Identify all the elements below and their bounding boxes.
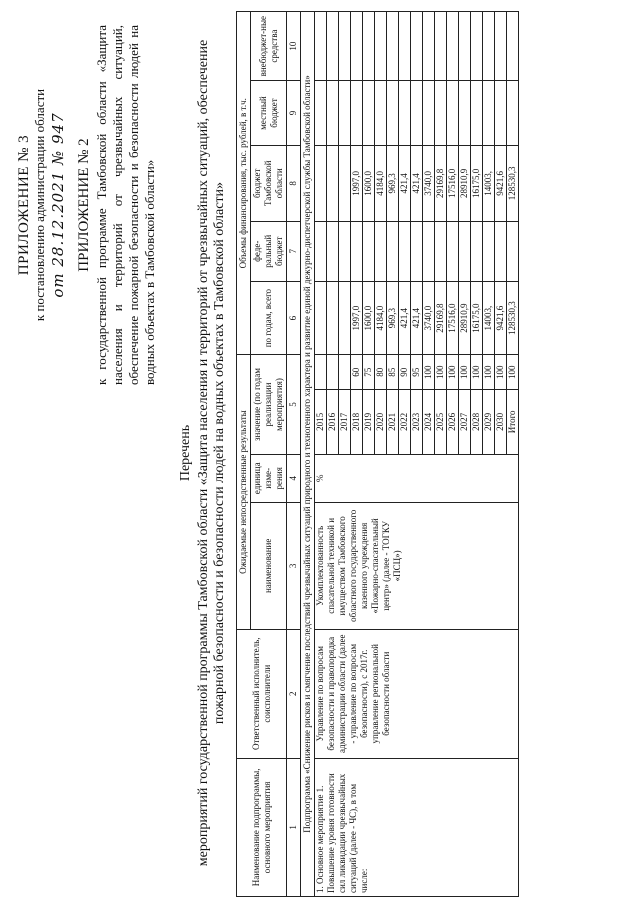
year-cell: 2021 — [387, 390, 399, 455]
year-cell: 2025 — [435, 390, 447, 455]
extrabudget-cell — [375, 12, 387, 81]
regional-cell: 128530,3 — [507, 145, 519, 221]
regional-cell: 17516,0 — [447, 145, 459, 221]
value-cell — [315, 355, 327, 390]
measure-unit: % — [315, 454, 519, 502]
resolution-reference: к постановлению администрации области — [32, 88, 47, 322]
local-cell — [327, 81, 339, 146]
document-title — [178, 13, 228, 893]
header-unit: единица изме-рения — [251, 454, 287, 502]
value-cell: 100 — [435, 355, 447, 390]
local-cell — [315, 81, 327, 146]
federal-cell — [459, 221, 471, 281]
subprogram-row — [301, 12, 315, 897]
federal-cell — [411, 221, 423, 281]
program-reference: к государственной программе Тамбовской области «Защита населения и территорий от чрезвычайных ситуаций, обеспечение пожарной безопасности и безопасности людей на водных объектах в Тамбовской области» — [94, 25, 157, 385]
total-cell: 1600,0 — [363, 281, 375, 355]
federal-cell — [495, 221, 507, 281]
index-cell: 9 — [287, 81, 301, 146]
measure-responsible: Управление по вопросам безопасности и правопорядка администрации области (далее - управление по вопросам безопасности), с 2017г. управление региональной безопасности области — [315, 629, 519, 758]
index-cell: 8 — [287, 145, 301, 221]
regional-cell — [339, 145, 351, 221]
extrabudget-cell — [495, 12, 507, 81]
local-cell — [471, 81, 483, 146]
local-cell — [435, 81, 447, 146]
header-indicator-name: наименование — [251, 502, 287, 629]
local-cell — [351, 81, 363, 146]
header-value: значение (по годам реализации мероприятия) — [251, 355, 287, 454]
regional-cell: 29169,8 — [435, 145, 447, 221]
handwritten-date-number: от 28.12.2021 № 947 — [49, 112, 67, 298]
subprogram-title: Подпрограмма «Снижение рисков и смягчение последствий чрезвычайных ситуаций природного и техногенного характера и развитие единой дежурно-диспетчерской службы Тамбовской области» — [301, 12, 315, 897]
title-line-1: Перечень — [178, 424, 193, 482]
value-cell: 100 — [447, 355, 459, 390]
index-cell: 2 — [287, 629, 301, 758]
federal-cell — [483, 221, 495, 281]
extrabudget-cell — [447, 12, 459, 81]
total-cell: 128530,3 — [507, 281, 519, 355]
local-cell — [411, 81, 423, 146]
regional-cell: 1997,0 — [351, 145, 363, 221]
total-cell: 4184,0 — [375, 281, 387, 355]
header-funding-group: Объемы финансирования, тыс. рублей, в т.ч. — [237, 12, 251, 355]
local-cell — [483, 81, 495, 146]
value-cell: 75 — [363, 355, 375, 390]
extrabudget-cell — [423, 12, 435, 81]
title-line-2: мероприятий государственной программы Тамбовской области «Защита населения и территорий от чрезвычайных ситуаций, обеспечение пожарной безопасности и безопасности людей на водных объектах в Тамбовской области» — [196, 39, 227, 867]
value-cell: 80 — [375, 355, 387, 390]
total-cell: 16175,0 — [471, 281, 483, 355]
year-cell: 2022 — [399, 390, 411, 455]
federal-cell — [339, 221, 351, 281]
extrabudget-cell — [411, 12, 423, 81]
year-cell: 2015 — [315, 390, 327, 455]
regional-cell: 3740,0 — [423, 145, 435, 221]
header-federal: феде-ральный бюджет — [251, 221, 287, 281]
total-cell: 28910,9 — [459, 281, 471, 355]
year-cell: 2024 — [423, 390, 435, 455]
header-local: местный бюджет — [251, 81, 287, 146]
regional-cell — [327, 145, 339, 221]
extrabudget-cell — [315, 12, 327, 81]
year-cell: 2026 — [447, 390, 459, 455]
year-cell: 2028 — [471, 390, 483, 455]
federal-cell — [507, 221, 519, 281]
appendix-header — [10, 25, 158, 385]
header-responsible: Ответственный исполнитель, соисполнители — [237, 629, 287, 758]
value-cell: 90 — [399, 355, 411, 390]
header-extrabudget: внебюджет-ные средства — [251, 12, 287, 81]
year-cell: 2023 — [411, 390, 423, 455]
measures-table-wrapper — [236, 11, 519, 897]
year-cell: Итого — [507, 390, 519, 455]
value-cell — [339, 355, 351, 390]
index-cell: 6 — [287, 281, 301, 355]
total-cell — [339, 281, 351, 355]
total-cell: 29169,8 — [435, 281, 447, 355]
local-cell — [423, 81, 435, 146]
total-cell: 14003, — [483, 281, 495, 355]
local-cell — [339, 81, 351, 146]
extrabudget-cell — [363, 12, 375, 81]
regional-cell: 421,4 — [411, 145, 423, 221]
extrabudget-cell — [471, 12, 483, 81]
measure-name: 1. Основное мероприятие 1. Повышение уровня готовности сил ликвидации чрезвычайных ситуаций (далее - ЧС), в том числе: — [315, 758, 519, 896]
extrabudget-cell — [435, 12, 447, 81]
year-cell: 2019 — [363, 390, 375, 455]
federal-cell — [363, 221, 375, 281]
header-row-1 — [237, 12, 251, 897]
extrabudget-cell — [483, 12, 495, 81]
local-cell — [507, 81, 519, 146]
regional-cell: 9421,6 — [495, 145, 507, 221]
local-cell — [387, 81, 399, 146]
federal-cell — [423, 221, 435, 281]
appendix-2-label: ПРИЛОЖЕНИЕ № 2 — [76, 138, 92, 272]
regional-cell: 969,3 — [387, 145, 399, 221]
column-index-row — [287, 12, 301, 897]
regional-cell: 14003, — [483, 145, 495, 221]
value-cell: 100 — [507, 355, 519, 390]
value-cell: 100 — [459, 355, 471, 390]
extrabudget-cell — [399, 12, 411, 81]
extrabudget-cell — [507, 12, 519, 81]
regional-cell: 1600,0 — [363, 145, 375, 221]
index-cell: 3 — [287, 502, 301, 629]
regional-cell: 421,4 — [399, 145, 411, 221]
extrabudget-cell — [351, 12, 363, 81]
total-cell: 17516,0 — [447, 281, 459, 355]
year-cell: 2016 — [327, 390, 339, 455]
table-row — [315, 12, 327, 897]
total-cell: 9421,6 — [495, 281, 507, 355]
total-cell: 3740,0 — [423, 281, 435, 355]
local-cell — [375, 81, 387, 146]
index-cell: 7 — [287, 221, 301, 281]
extrabudget-cell — [459, 12, 471, 81]
value-cell: 95 — [411, 355, 423, 390]
total-cell — [327, 281, 339, 355]
year-cell: 2017 — [339, 390, 351, 455]
header-total: по годам, всего — [251, 281, 287, 355]
value-cell: 60 — [351, 355, 363, 390]
appendix-3-label: ПРИЛОЖЕНИЕ № 3 — [16, 134, 32, 276]
header-name: Наименование подпрограммы, основного мероприятия — [237, 758, 287, 896]
index-cell: 10 — [287, 12, 301, 81]
local-cell — [447, 81, 459, 146]
year-cell: 2027 — [459, 390, 471, 455]
federal-cell — [471, 221, 483, 281]
local-cell — [495, 81, 507, 146]
regional-cell: 16175,0 — [471, 145, 483, 221]
local-cell — [363, 81, 375, 146]
regional-cell — [315, 145, 327, 221]
federal-cell — [399, 221, 411, 281]
value-cell: 100 — [423, 355, 435, 390]
total-cell: 969,3 — [387, 281, 399, 355]
extrabudget-cell — [339, 12, 351, 81]
federal-cell — [435, 221, 447, 281]
year-cell: 2029 — [483, 390, 495, 455]
measure-indicator: Укомплектованность спасательной техникой и имуществом Тамбовского областного государственного казенного учреждения «Пожарно-спасательный центр» (далее - ТОГКУ «ПСЦ») — [315, 502, 519, 629]
measures-table-body — [315, 12, 519, 897]
year-cell: 2020 — [375, 390, 387, 455]
total-cell: 1997,0 — [351, 281, 363, 355]
year-cell: 2018 — [351, 390, 363, 455]
index-cell: 4 — [287, 454, 301, 502]
extrabudget-cell — [387, 12, 399, 81]
extrabudget-cell — [327, 12, 339, 81]
federal-cell — [315, 221, 327, 281]
value-cell — [327, 355, 339, 390]
federal-cell — [375, 221, 387, 281]
total-cell — [315, 281, 327, 355]
total-cell: 421,4 — [399, 281, 411, 355]
index-cell: 1 — [287, 758, 301, 896]
year-cell: 2030 — [495, 390, 507, 455]
header-results-group: Ожидаемые непосредственные результаты — [237, 355, 251, 629]
federal-cell — [351, 221, 363, 281]
federal-cell — [387, 221, 399, 281]
regional-cell: 4184,0 — [375, 145, 387, 221]
value-cell: 85 — [387, 355, 399, 390]
value-cell: 100 — [495, 355, 507, 390]
value-cell: 100 — [471, 355, 483, 390]
header-regional: бюджет Тамбовской области — [251, 145, 287, 221]
regional-cell: 28910,9 — [459, 145, 471, 221]
federal-cell — [447, 221, 459, 281]
local-cell — [459, 81, 471, 146]
local-cell — [399, 81, 411, 146]
measures-table — [236, 11, 519, 897]
federal-cell — [327, 221, 339, 281]
index-cell: 5 — [287, 355, 301, 454]
value-cell: 100 — [483, 355, 495, 390]
total-cell: 421,4 — [411, 281, 423, 355]
